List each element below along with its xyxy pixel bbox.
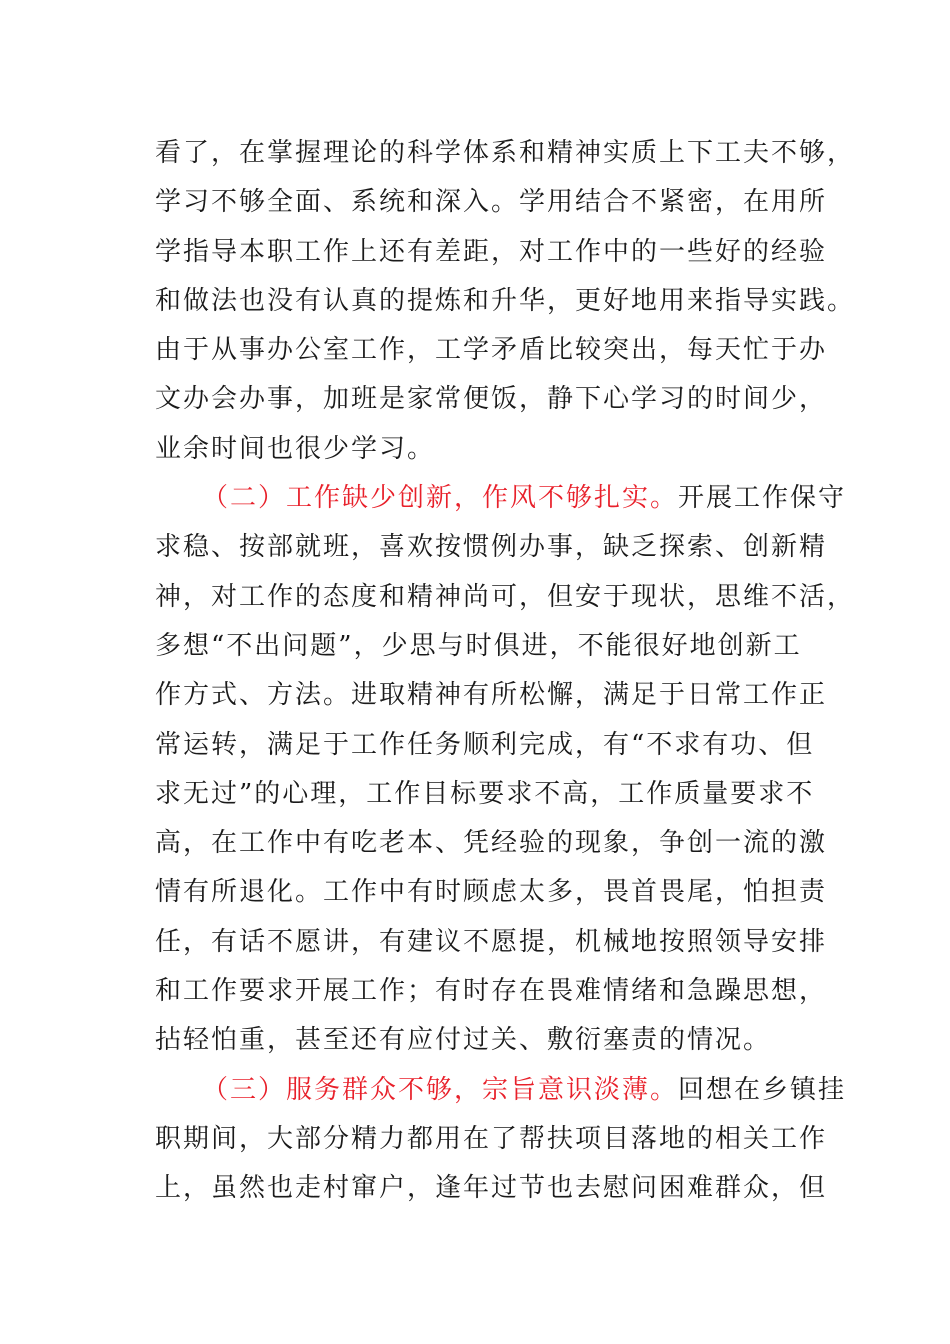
paragraph-line: 高，在工作中有吃老本、凭经验的现象，争创一流的激 [155, 828, 828, 859]
paragraph-line: 情有所退化。工作中有时顾虑太多，畏首畏尾，怕担责 [155, 877, 828, 908]
paragraph-line: 求稳、按部就班，喜欢按惯例办事，缺乏探索、创新精 [155, 532, 828, 563]
paragraph-text: 回想在乡镇挂 [678, 1074, 847, 1105]
paragraph-line: 职期间，大部分精力都用在了帮扶项目落地的相关工作 [155, 1123, 828, 1154]
paragraph-line: 由于从事办公室工作，工学矛盾比较突出，每天忙于办 [155, 335, 828, 366]
paragraph-line: 学指导本职工作上还有差距，对工作中的一些好的经验 [155, 236, 828, 267]
paragraph-line: 作方式、方法。进取精神有所松懈，满足于日常工作正 [155, 680, 828, 711]
paragraph-line: 文办会办事，加班是家常便饭，静下心学习的时间少， [155, 384, 828, 415]
paragraph-line: 和做法也没有认真的提炼和升华，更好地用来指导实践。 [155, 285, 856, 316]
paragraph-line: 和工作要求开展工作；有时存在畏难情绪和急躁思想， [155, 976, 828, 1007]
paragraph-line: 求无过”的心理，工作目标要求不高，工作质量要求不 [155, 778, 815, 809]
paragraph-text: 开展工作保守 [678, 483, 847, 514]
paragraph-line: 学习不够全面、系统和深入。学用结合不紧密，在用所 [155, 187, 828, 218]
section-heading: （二）工作缺少创新，作风不够扎实。 [202, 483, 679, 514]
paragraph-line: 常运转，满足于工作任务顺利完成，有“不求有功、但 [155, 729, 815, 760]
paragraph-line: 拈轻怕重，甚至还有应付过关、敷衍塞责的情况。 [155, 1025, 772, 1056]
section-first-line [155, 474, 847, 523]
paragraph-line: 多想“不出问题”，少思与时俱进，不能很好地创新工 [155, 630, 802, 661]
section-first-line [155, 1066, 847, 1115]
section-heading: （三）服务群众不够，宗旨意识淡薄。 [202, 1074, 679, 1105]
paragraph-line: 看了，在掌握理论的科学体系和精神实质上下工夫不够， [155, 138, 856, 168]
paragraph-line: 神，对工作的态度和精神尚可，但安于现状，思维不活， [155, 581, 856, 612]
paragraph-line: 业余时间也很少学习。 [155, 433, 436, 464]
paragraph-line: 任，有话不愿讲，有建议不愿提，机械地按照领导安排 [155, 926, 828, 957]
document-body [155, 129, 856, 1214]
paragraph-line: 上，虽然也走村窜户，逢年过节也去慰问困难群众，但 [155, 1173, 828, 1204]
